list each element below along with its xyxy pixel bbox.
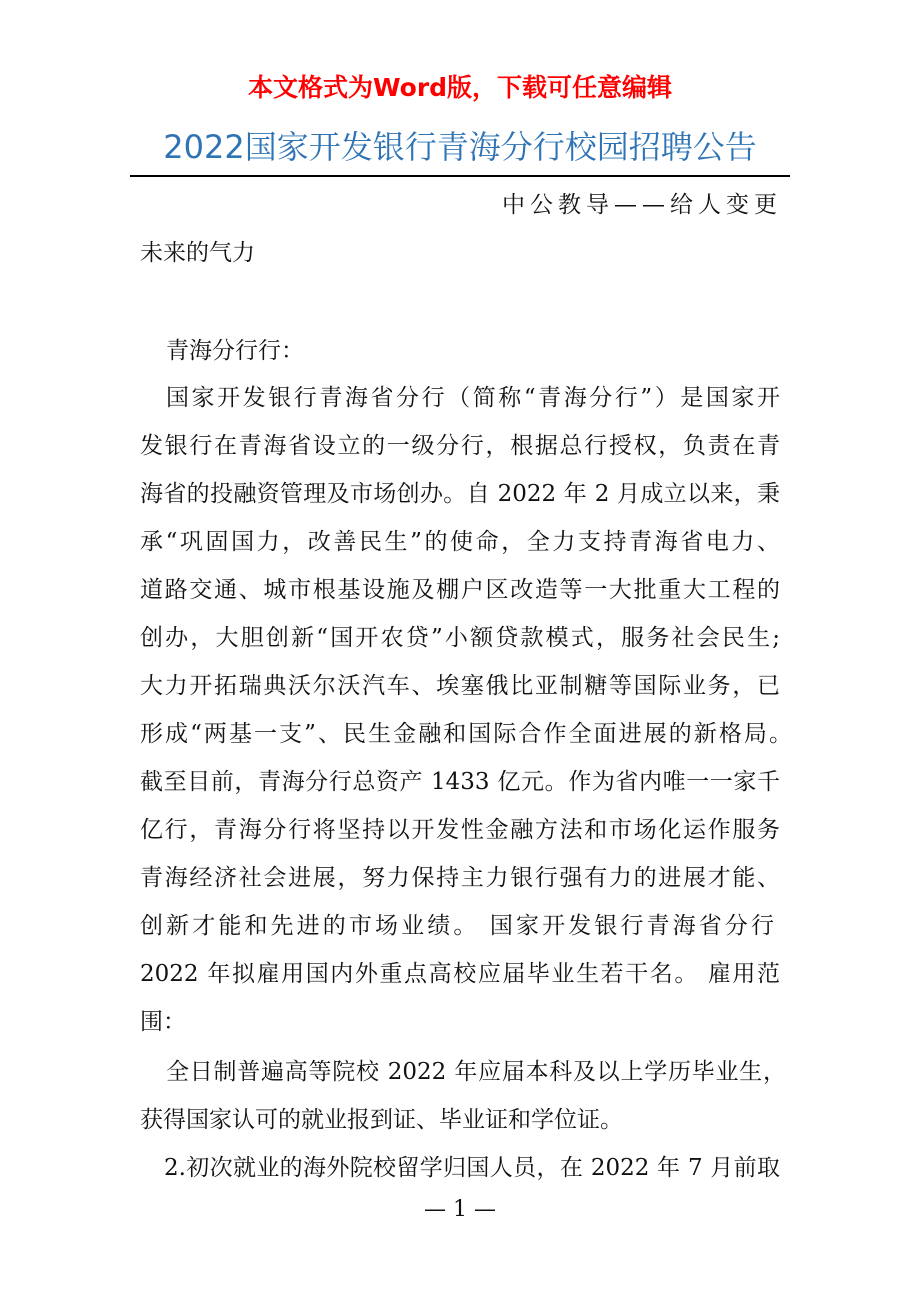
body-line: 海省的投融资管理及市场创办。自 2022 年 2 月成立以来，秉 [140,481,780,507]
signature-line: 中公教导——给人变更 [502,192,782,218]
body-line: 截至目前，青海分行总资产 1433 亿元。作为省内唯一一家千 [140,769,780,795]
body-line: 亿行，青海分行将坚持以开发性金融方法和市场化运作服务 [140,817,780,843]
body-line: 国家开发银行青海省分行（简称“青海分行”）是国家开 [166,385,780,411]
body-line: 道路交通、城市根基设施及棚户区改造等一大批重大工程的 [140,577,780,603]
body-line: 承“巩固国力，改善民生”的使命，全力支持青海省电力、 [140,529,780,555]
document-title: 2022国家开发银行青海分行校园招聘公告 [163,128,757,166]
body-line: 2022 年拟雇用国内外重点高校应届毕业生若干名。 雇用范 [140,961,780,987]
body-line: 青海经济社会进展，努力保持主力银行强有力的进展才能、 [140,865,780,891]
word-format-notice: 本文格式为Word版，下载可任意编辑 [247,73,673,102]
body-line: 发银行在青海省设立的一级分行，根据总行授权，负责在青 [140,433,780,459]
body-line: 创办，大胆创新“国开农贷”小额贷款模式，服务社会民生; [140,625,780,651]
body-line: 获得国家认可的就业报到证、毕业证和学位证。 [140,1107,623,1133]
body-line: 大力开拓瑞典沃尔沃汽车、埃塞俄比亚制糖等国际业务，已 [140,673,780,699]
body-line: 围： [140,1009,186,1035]
signature-line-continued: 未来的气力 [140,240,255,266]
page-number: — 1 — [424,1197,496,1222]
body-line: 形成“两基一支”、民生金融和国际合作全面进展的新格局。 [140,721,792,747]
body-line: 2.初次就业的海外院校留学归国人员，在 2022 年 7 月前取 [164,1155,780,1181]
title-divider [130,175,790,177]
body-line: 创新才能和先进的市场业绩。 国家开发银行青海省分行 [140,913,774,939]
salutation: 青海分行行： [166,338,304,364]
body-line: 全日制普遍高等院校 2022 年应届本科及以上学历毕业生， [166,1059,786,1085]
